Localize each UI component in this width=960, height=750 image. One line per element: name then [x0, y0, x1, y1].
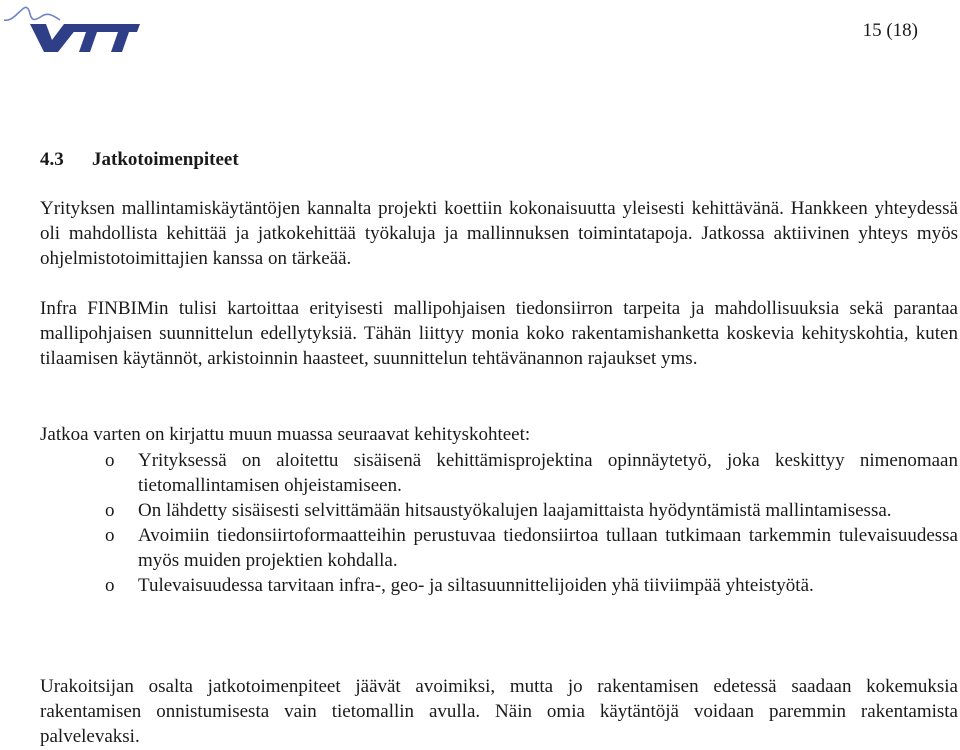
list-item-text: On lähdetty sisäisesti selvittämään hitsaustyökalujen laajamittaista hyödyntämistä mallintamisessa.: [138, 500, 892, 521]
bullet-marker: o: [105, 450, 115, 471]
paragraph-2: Infra FINBIMin tulisi kartoittaa erityisesti mallipohjaisen tiedonsiirron tarpeita ja mahdollisuuksia sekä parantaa mallipohjaisen suunnittelun edellytyksiä. Tähän liittyy monia koko rakentamishanketta koskevia kehityskohtia, kuten tilaamisen käytännöt, arkistoinnin haasteet, suunnittelun tehtävänannon rajaukset yms.: [40, 298, 958, 369]
vtt-logo-mark: [2, 2, 142, 54]
list-item: [40, 498, 958, 523]
list-item-text: Tulevaisuudessa tarvitaan infra-, geo- ja siltasuunnittelijoiden yhä tiiviimpää yhteistyötä.: [138, 575, 814, 596]
section-number: 4.3: [40, 149, 64, 170]
paragraph-4: Urakoitsijan osalta jatkotoimenpiteet jäävät avoimiksi, mutta jo rakentamisen edetessä saadaan kokemuksia rakentamisen onnistumisesta vain tietomallin avulla. Näin omia käytäntöjä voidaan paremmin rakentamista palvelevaksi.: [40, 676, 958, 747]
vtt-logo: [2, 2, 142, 54]
bullet-marker: o: [105, 500, 115, 521]
development-items-list: [40, 448, 958, 598]
list-item-text: Yrityksessä on aloitettu sisäisenä kehittämisprojektina opinnäytetyö, joka keskittyy nimenomaan tietomallintamisen ohjeistamiseen.: [138, 450, 958, 496]
page-number: 15 (18): [862, 20, 918, 41]
paragraph-1: Yrityksen mallintamiskäytäntöjen kannalta projekti koettiin kokonaisuutta yleisesti kehittävänä. Hankkeen yhteydessä oli mahdollista kehittää ja jatkokehittää työkaluja ja mallinnuksen toimintatapoja. Jatkossa aktiivinen yhteys myös ohjelmistotoimittajien kanssa on tärkeää.: [40, 198, 958, 269]
list-item-text: Avoimiin tiedonsiirtoformaatteihin perustuvaa tiedonsiirtoa tullaan tutkimaan tarkemmin tulevaisuudessa myös muiden projektien kohdalla.: [138, 525, 958, 571]
paragraph-3: Jatkoa varten on kirjattu muun muassa seuraavat kehityskohteet:: [40, 424, 531, 445]
list-item: [40, 573, 958, 598]
bullet-marker: o: [105, 525, 115, 546]
list-item: [40, 523, 958, 573]
section-heading: [40, 149, 239, 171]
section-title: Jatkotoimenpiteet: [92, 149, 239, 170]
list-item: [40, 448, 958, 498]
bullet-marker: o: [105, 575, 115, 596]
